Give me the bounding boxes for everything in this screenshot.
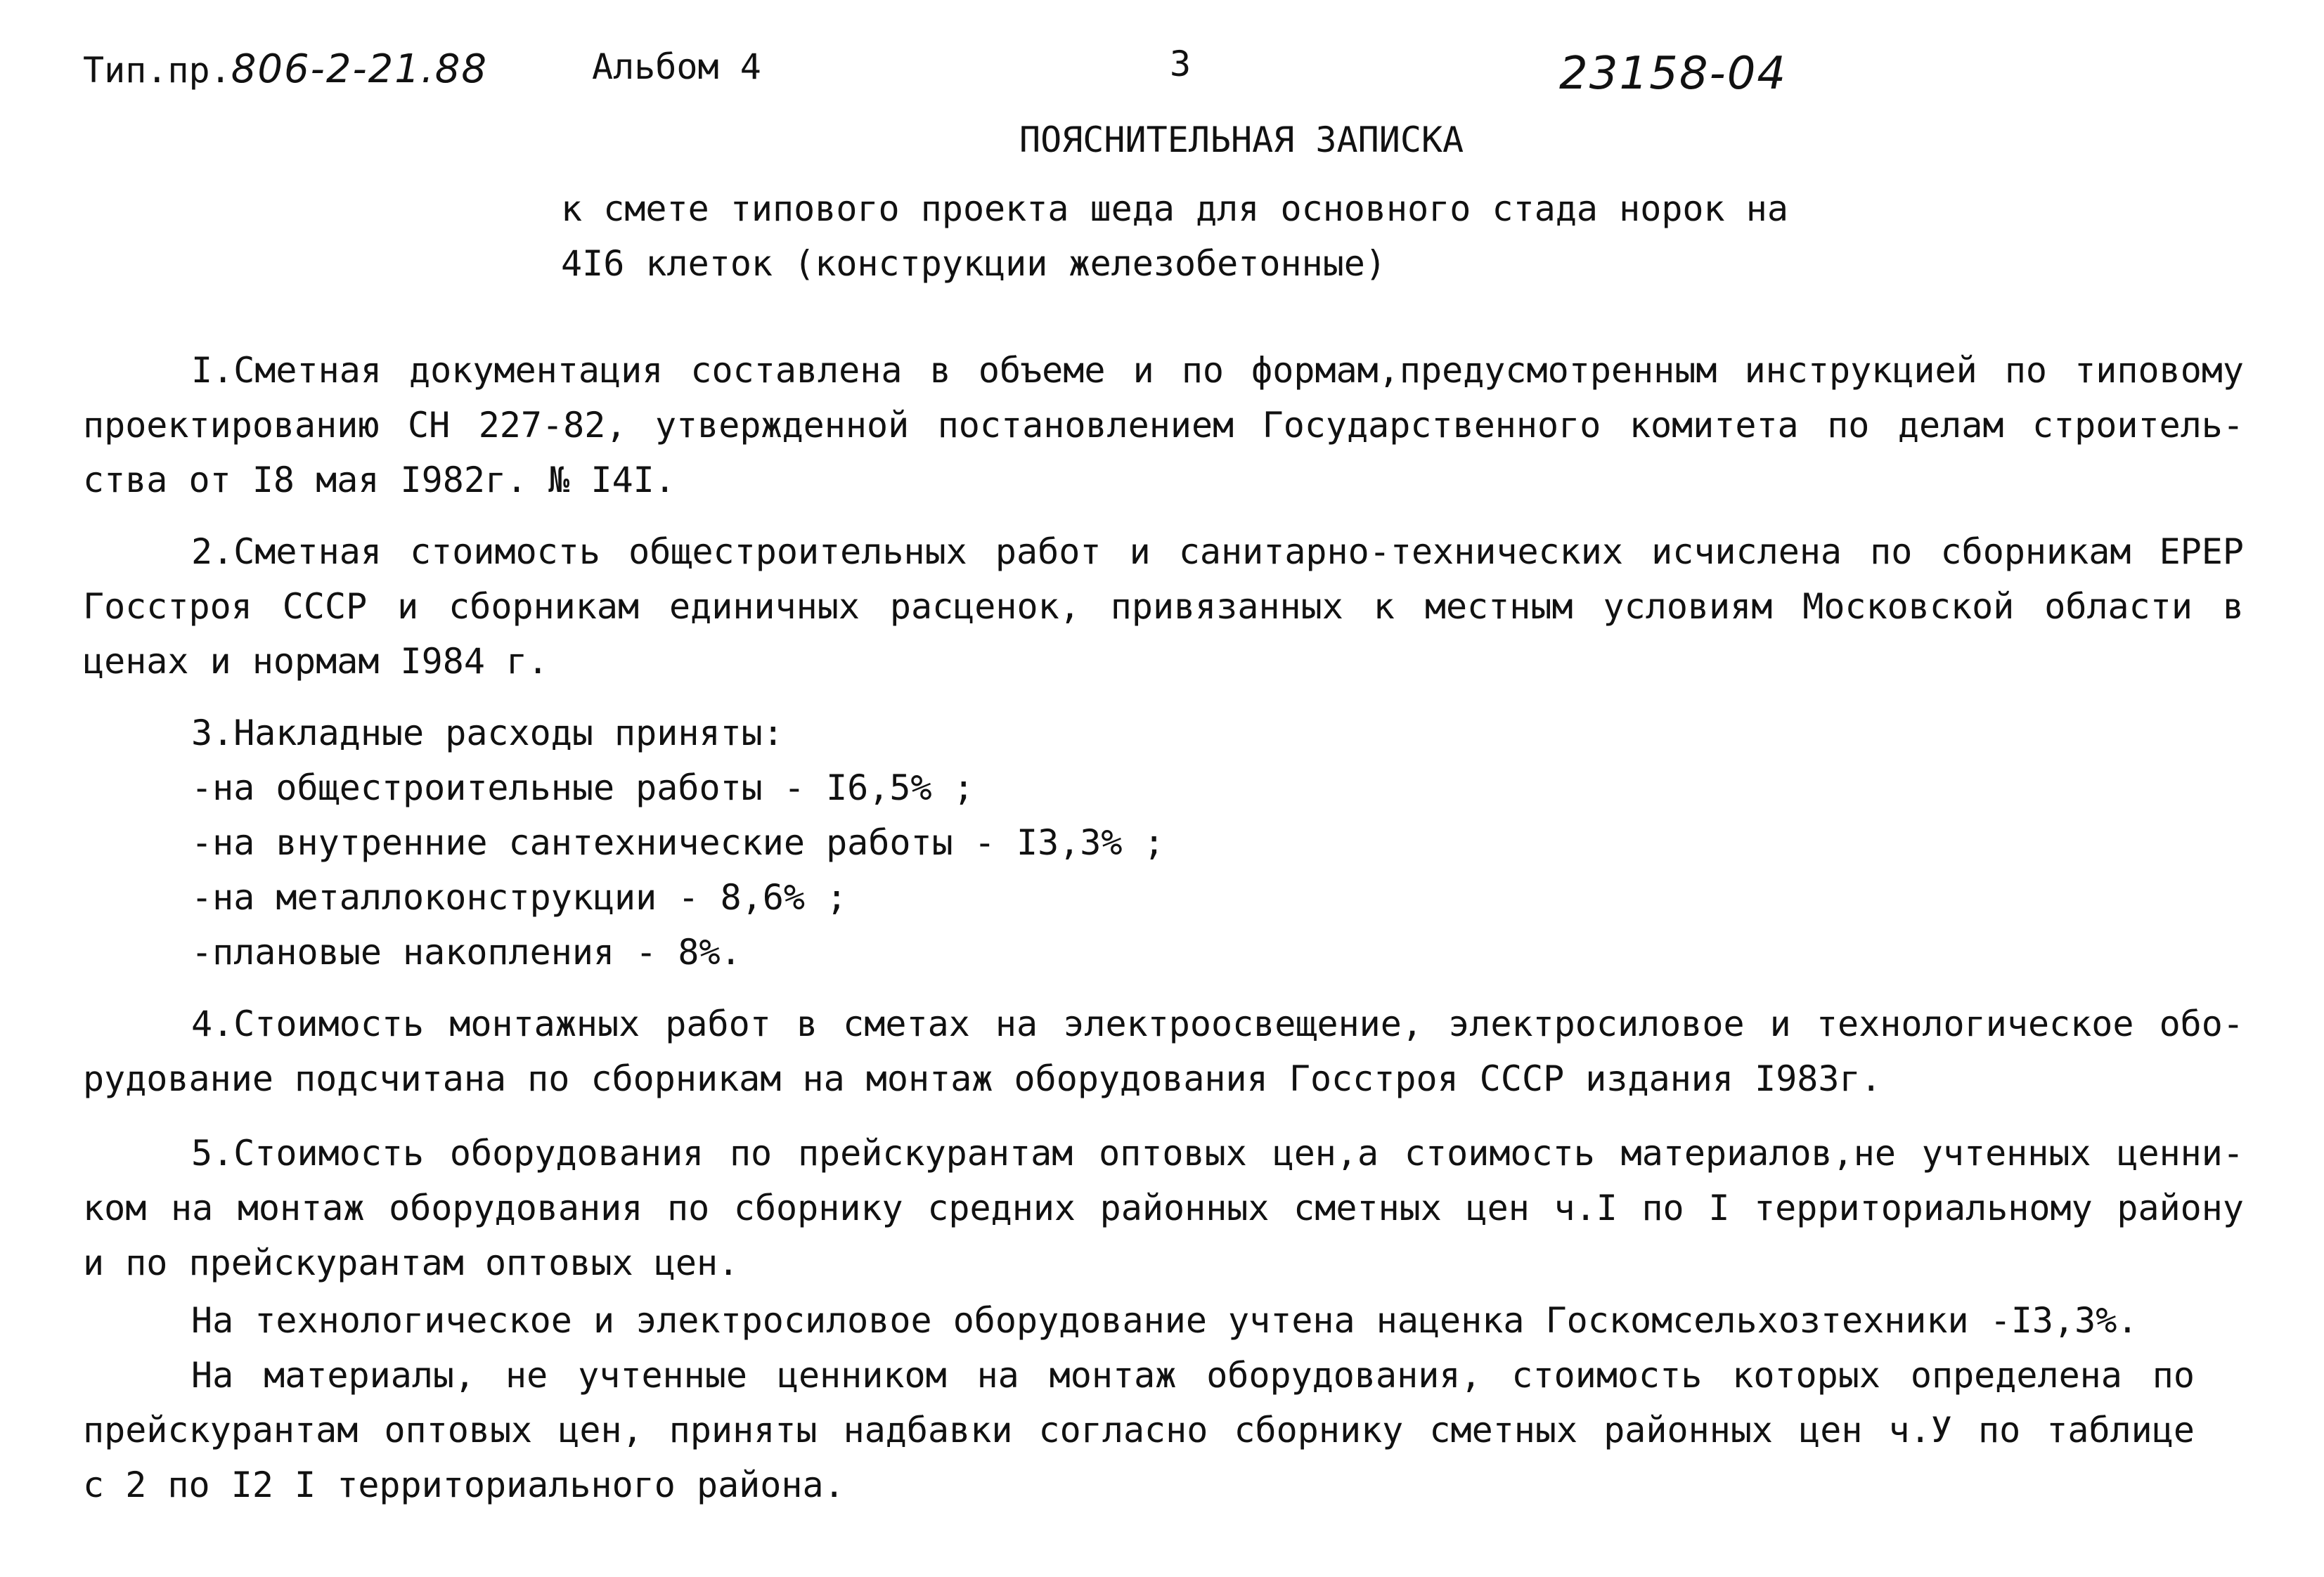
- album-label: Альбом 4: [592, 46, 761, 87]
- subtitle-line-1: к смете типового проекта шеда для основного стада норок на: [561, 188, 1788, 229]
- p1-line-1: I.Сметная документация составлена в объеме и по формам,предусмотренным инструкцией по типовому: [191, 350, 2244, 391]
- p3-line-2: -на общестроительные работы - I6,5% ;: [191, 767, 974, 808]
- p3-line-5: -плановые накопления - 8%.: [191, 932, 742, 973]
- p6-line-1: На технологическое и электросиловое оборудование учтена наценка Госкомсельхозтехники -I3,3%.: [191, 1300, 2138, 1341]
- type-project-prefix: Тип.пр.: [83, 50, 231, 91]
- p4-line-1: 4.Стоимость монтажных работ в сметах на электроосвещение, электросиловое и технологическое обо-: [191, 1004, 2244, 1044]
- p2-line-1: 2.Сметная стоимость общестроительных работ и санитарно-технических исчислена по сборникам ЕРЕР: [191, 531, 2244, 572]
- document-number: 23158-04: [1559, 48, 1788, 100]
- type-project-label: [83, 46, 488, 92]
- p5-line-1: 5.Стоимость оборудования по прейскурантам оптовых цен,а стоимость материалов,не учтенных ценни-: [191, 1133, 2244, 1174]
- p3-line-3: -на внутренние сантехнические работы - I3,3% ;: [191, 822, 1165, 863]
- type-project-number: 806-2-21.88: [231, 46, 488, 92]
- p1-line-3: ства от I8 мая I982г. № I4I.: [83, 460, 676, 500]
- p3-line-4: -на металлоконструкции - 8,6% ;: [191, 877, 848, 918]
- p3-line-1: 3.Накладные расходы приняты:: [191, 713, 784, 753]
- p5-line-2: ком на монтаж оборудования по сборнику средних районных сметных цен ч.I по I территориальному району: [83, 1188, 2244, 1228]
- page-title: ПОЯСНИТЕЛЬНАЯ ЗАПИСКА: [1019, 119, 1464, 160]
- p2-line-3: ценах и нормам I984 г.: [83, 641, 549, 682]
- p2-line-2: Госстроя СССР и сборникам единичных расценок, привязанных к местным условиям Московской области в: [83, 586, 2244, 627]
- p5-line-3: и по прейскурантам оптовых цен.: [83, 1242, 740, 1283]
- p4-line-2: рудование подсчитана по сборникам на монтаж оборудования Госстроя СССР издания I983г.: [83, 1058, 1882, 1099]
- subtitle-line-2: 4I6 клеток (конструкции железобетонные): [561, 243, 1386, 284]
- p7-line-3: с 2 по I2 I территориального района.: [83, 1465, 845, 1505]
- page-number: 3: [1170, 44, 1192, 84]
- p7-line-2: прейскурантам оптовых цен, приняты надбавки согласно сборнику сметных районных цен ч.У по таблице: [83, 1410, 2195, 1451]
- p7-line-1: На материалы, не учтенные ценником на монтаж оборудования, стоимость которых определена по: [191, 1355, 2195, 1396]
- p1-line-2: проектированию СН 227-82, утвержденной постановлением Государственного комитета по делам строитель-: [83, 405, 2244, 446]
